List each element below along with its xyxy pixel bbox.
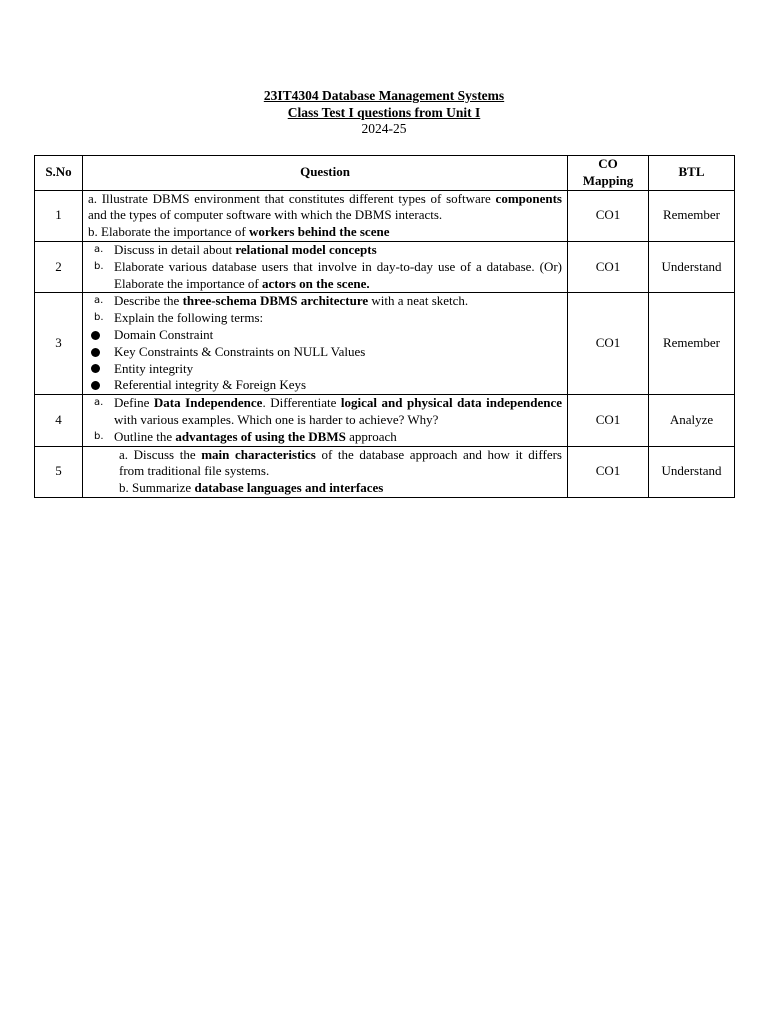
list-item (88, 361, 562, 378)
course-title: 23IT4304 Database Management Systems (263, 88, 505, 103)
document-header (0, 88, 768, 138)
btl-cell: Understand (649, 446, 735, 497)
table-header-row (35, 156, 735, 191)
question-emphasis: actors on the scene. (262, 275, 370, 291)
sno-cell: 4 (35, 395, 83, 446)
list-marker: b. (94, 312, 104, 324)
question-cell (83, 190, 568, 241)
question-part-b (88, 480, 562, 497)
question-text: b. Summarize (119, 480, 195, 496)
question-emphasis: workers behind the scene (249, 224, 390, 240)
question-part-a (88, 191, 562, 225)
question-part-b (88, 259, 562, 293)
question-emphasis: logical and physical data independence (340, 395, 563, 411)
co-cell: CO1 (568, 446, 649, 497)
col-header-sno: S.No (35, 156, 83, 191)
btl-cell: Analyze (649, 395, 735, 446)
bullet-icon (88, 361, 114, 378)
question-text: Define (114, 395, 154, 411)
list-item (88, 377, 562, 394)
question-emphasis: advantages of using the DBMS (175, 428, 346, 444)
question-text: with a neat sketch. (368, 293, 469, 309)
question-text: with various examples. Which one is harder to achieve? Why? (114, 411, 439, 427)
btl-cell: Remember (649, 190, 735, 241)
question-part-a (88, 395, 562, 429)
sno-cell: 2 (35, 241, 83, 292)
question-part-a (88, 447, 562, 481)
list-marker: b. (94, 260, 104, 272)
question-part-a (88, 293, 562, 310)
btl-cell: Understand (649, 241, 735, 292)
academic-year: 2024-25 (361, 121, 407, 136)
question-part-b (88, 224, 562, 241)
bullet-text: Entity integrity (114, 360, 194, 376)
co-cell: CO1 (568, 241, 649, 292)
list-marker: a. (94, 243, 104, 255)
col-header-co-mapping (568, 156, 649, 191)
question-emphasis: relational model concepts (235, 241, 377, 257)
col-header-question: Question (83, 156, 568, 191)
question-text: of the database approach and how it differs from traditional file systems. (119, 446, 562, 479)
question-text: . Differentiate (262, 395, 341, 411)
bullet-icon (88, 327, 114, 344)
table-row (35, 446, 735, 497)
co-cell: CO1 (568, 293, 649, 395)
sno-cell: 1 (35, 190, 83, 241)
questions-table (34, 155, 735, 498)
question-part-b (88, 310, 562, 327)
question-text: Describe the (114, 293, 183, 309)
co-cell: CO1 (568, 395, 649, 446)
table-row (35, 395, 735, 446)
co-header-line2: Mapping (582, 172, 634, 188)
question-text: Elaborate various database users that involve in day-to-day use of a database. (Or) Elaborate the importance of (114, 258, 562, 291)
question-emphasis: Data Independence (153, 395, 263, 411)
question-cell (83, 293, 568, 395)
question-text: and the types of computer software with which the DBMS interacts. (88, 207, 443, 223)
table-row (35, 190, 735, 241)
question-cell (83, 446, 568, 497)
list-item (88, 327, 562, 344)
list-item (88, 344, 562, 361)
bullet-icon (88, 344, 114, 361)
question-text: b. Elaborate the importance of (88, 224, 249, 240)
bullet-text: Key Constraints & Constraints on NULL Values (114, 343, 366, 359)
btl-cell: Remember (649, 293, 735, 395)
question-emphasis: three-schema DBMS architecture (182, 293, 369, 309)
co-cell: CO1 (568, 190, 649, 241)
question-text: Outline the (114, 428, 176, 444)
question-emphasis: database languages and interfaces (194, 480, 384, 496)
question-text: a. Illustrate DBMS environment that constitutes different types of software (88, 190, 496, 206)
question-part-b (88, 429, 562, 446)
question-text: approach (345, 428, 397, 444)
test-title: Class Test I questions from Unit I (287, 104, 481, 120)
sno-cell: 3 (35, 293, 83, 395)
table-row (35, 293, 735, 395)
question-text: a. Discuss the (119, 446, 202, 462)
table-row (35, 241, 735, 292)
list-marker: a. (94, 295, 104, 307)
question-emphasis: main characteristics (201, 446, 316, 462)
question-cell (83, 241, 568, 292)
sno-cell: 5 (35, 446, 83, 497)
bullet-text: Referential integrity & Foreign Keys (114, 377, 307, 393)
question-part-a (88, 242, 562, 259)
question-text: Explain the following terms: (114, 310, 264, 326)
question-emphasis: components (495, 190, 562, 206)
col-header-btl: BTL (649, 156, 735, 191)
question-cell (83, 395, 568, 446)
question-text: Discuss in detail about (114, 241, 236, 257)
list-marker: a. (94, 397, 104, 409)
co-header-line1: CO (598, 156, 618, 171)
list-marker: b. (94, 430, 104, 442)
bullet-text: Domain Constraint (114, 326, 214, 342)
bullet-icon (88, 377, 114, 394)
